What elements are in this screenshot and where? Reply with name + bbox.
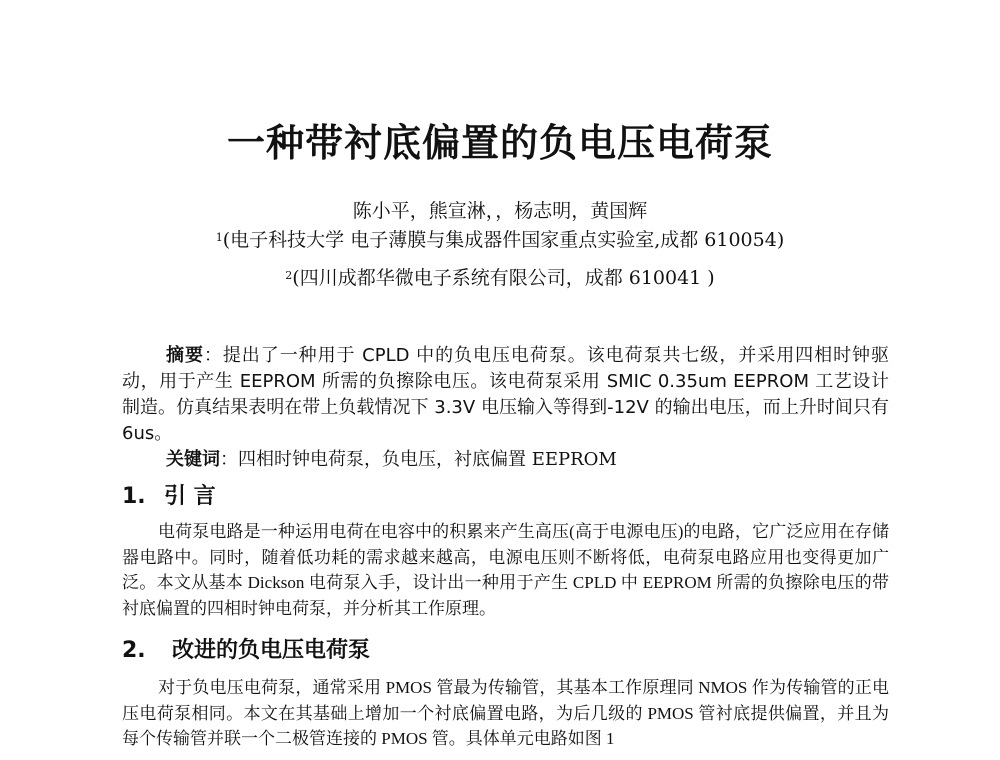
keywords-text: ：四相时钟电荷泵，负电压，衬底偏置 EEPROM: [220, 449, 617, 470]
paragraph: 对于负电压电荷泵，通常采用 PMOS 管最为传输管，其基本工作原理同 NMOS 作为传输管的正电压电荷泵相同。本文在其基础上增加一个衬底偏置电路，为后几级的 PMOS 管衬底提供偏置，并且为每个传输管并联一个二极管连接的 PMOS 管。具体单元电路如图 1: [122, 678, 889, 748]
affiliation-2: [0, 264, 1000, 292]
affiliation-mark: 2: [285, 269, 293, 282]
section-heading-introduction: [122, 482, 216, 512]
section-body-introduction: [122, 519, 889, 621]
abstract-text: ：提出了一种用于 CPLD 中的负电压电荷泵。该电荷泵共七级，并采用四相时钟驱动，用于产生 EEPROM 所需的负擦除电压。该电荷泵采用 SMIC 0.35um EEPROM 工艺设计制造。仿真结果表明在带上负载情况下 3.3V 电压输入等得到-12V 的输出电压，而上升时间只有 6us。: [122, 345, 889, 444]
section-body-improved-pump: [122, 675, 889, 752]
keywords-label: 关键词: [166, 449, 220, 470]
affiliation-mark: 1: [215, 231, 223, 244]
author-list: 陈小平，熊宣淋，，杨志明，黄国辉: [352, 200, 648, 222]
affiliation-text: (四川成都华微电子系统有限公司，成都 610041 ): [292, 267, 715, 289]
abstract-label: 摘要: [166, 345, 204, 366]
section-heading-improved-pump: [122, 636, 370, 666]
abstract: [122, 343, 889, 447]
affiliation-text: (电子科技大学 电子薄膜与集成器件国家重点实验室,成都 610054): [222, 229, 785, 251]
section-number: 1.: [122, 484, 146, 509]
keywords: [166, 447, 886, 473]
paragraph: 电荷泵电路是一种运用电荷在电容中的积累来产生高压(高于电源电压)的电路，它广泛应用在存储器电路中。同时，随着低功耗的需求越来越高，电源电压则不断将低，电荷泵电路应用也变得更加广泛。本文从基本 Dickson 电荷泵入手，设计出一种用于产生 CPLD 中 EEPROM 所需的负擦除电压的带衬底偏置的四相时钟电荷泵，并分析其工作原理。: [122, 522, 889, 618]
affiliation-1: [0, 226, 1000, 254]
section-title: 改进的负电压电荷泵: [172, 638, 371, 663]
paper-title: 一种带衬底偏置的负电压电荷泵: [226, 121, 773, 165]
section-title: 引 言: [164, 484, 216, 509]
section-number: 2.: [122, 638, 146, 663]
